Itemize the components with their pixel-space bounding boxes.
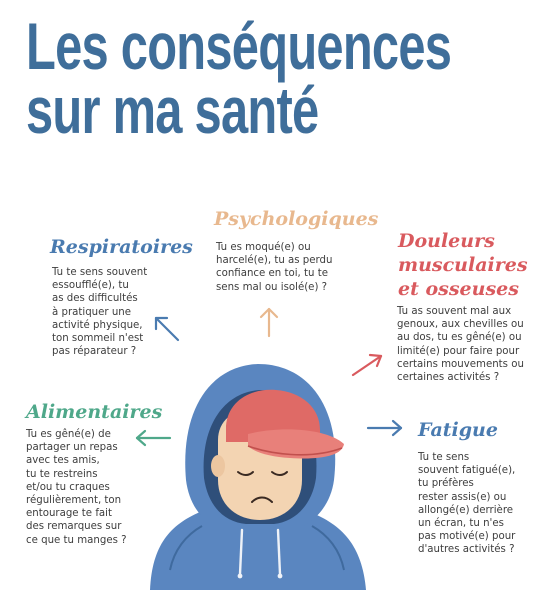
alimentaires-text: Tu es gêné(e) de partager un repas avec tes amis, tu te restreins et/ou tu craques régulièrement, ton entourage te fait des remarques sur ce que tu manges ? — [26, 429, 127, 546]
respiratoires-heading: Respiratoires — [50, 236, 193, 258]
fatigue-text: Tu te sens souvent fatigué(e), tu préfères rester assis(e) ou allongé(e) derrière un écran, tu n'es pas motivé(e) pour d'autres activités ? — [418, 452, 516, 556]
psychologiques-text: Tu es moqué(e) ou harcelé(e), tu as perdu confiance en toi, tu te sens mal ou isolé(e) ? — [216, 242, 333, 293]
psychologiques-heading: Psychologiques — [214, 208, 379, 230]
page-title-line-2: sur ma santé — [26, 73, 319, 147]
page-title-line-1: Les conséquences — [26, 9, 452, 83]
person-hoodie-illustration — [130, 330, 380, 590]
fatigue-heading: Fatigue — [418, 419, 498, 441]
page-title — [26, 9, 452, 147]
douleurs-text: Tu as souvent mal aux genoux, aux chevilles ou au dos, tu es gêné(e) ou limité(e) pour faire pour certains mouvements ou certaines activités ? — [397, 306, 524, 384]
douleurs-heading: Douleurs musculaires et osseuses — [398, 230, 528, 300]
alimentaires-heading: Alimentaires — [26, 401, 163, 423]
respiratoires-text: Tu te sens souvent essoufflé(e), tu as des difficultés à pratiquer une activité physique, ton sommeil n'est pas réparateur ? — [52, 267, 148, 358]
